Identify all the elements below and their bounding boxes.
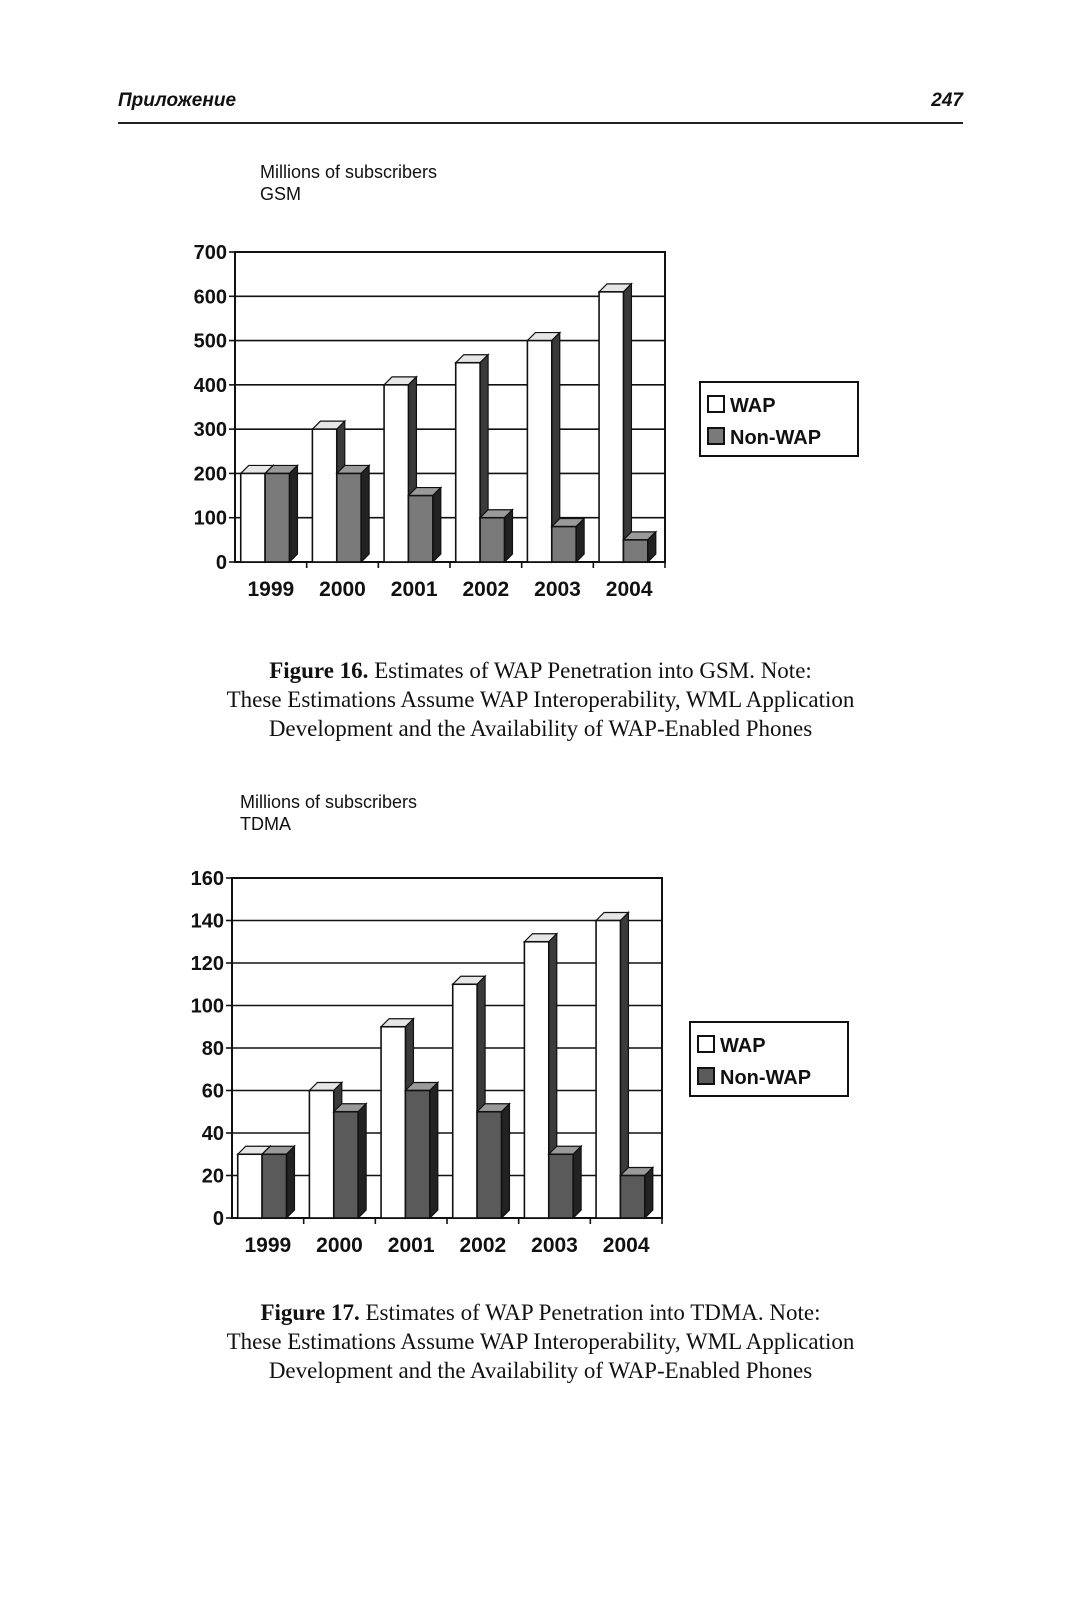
category-label: 2004 — [602, 1234, 650, 1257]
bar-non-wap — [262, 1154, 286, 1218]
chart-svg — [170, 790, 890, 1270]
chart-title-line: TDMA — [240, 814, 291, 834]
section-title: Приложение — [118, 90, 237, 111]
category-label: 2001 — [390, 578, 438, 601]
y-tick-label: 400 — [193, 374, 227, 397]
bar-side — [361, 465, 369, 562]
bar-side — [289, 465, 297, 562]
y-tick-label: 300 — [193, 419, 227, 442]
y-tick-label: 20 — [201, 1165, 224, 1188]
bar-side — [501, 1104, 509, 1218]
caption-line-1 — [118, 656, 963, 685]
figure-17-caption — [118, 1298, 963, 1385]
legend-swatch — [698, 1068, 714, 1084]
y-tick-label: 200 — [193, 463, 227, 486]
bar-non-wap — [549, 1154, 573, 1218]
bar-non-wap — [552, 527, 576, 562]
chart-title-line: GSM — [260, 184, 302, 204]
bar-non-wap — [265, 473, 289, 562]
running-header — [118, 88, 963, 124]
bar-wap — [241, 473, 265, 562]
legend — [700, 382, 858, 456]
legend-label: Non-WAP — [730, 427, 822, 449]
y-tick-label: 140 — [190, 910, 224, 933]
bar-wap — [309, 1091, 333, 1219]
caption-text: Estimates of WAP Penetration into TDMA. Note: — [365, 1300, 821, 1325]
bar-wap — [524, 942, 548, 1218]
caption-line-3: Development and the Availability of WAP-Enabled Phones — [268, 1358, 813, 1383]
legend — [690, 1022, 848, 1096]
y-tick-label: 700 — [193, 242, 227, 264]
bar-wap — [527, 341, 551, 562]
bar-wap — [453, 984, 477, 1218]
y-tick-label: 600 — [193, 286, 227, 309]
category-label: 2003 — [531, 1234, 578, 1257]
tdma-chart — [170, 790, 890, 1270]
bar-non-wap — [408, 496, 432, 562]
bar-non-wap — [334, 1112, 358, 1218]
bar-side — [623, 284, 631, 562]
y-tick-label: 160 — [190, 868, 224, 890]
y-tick-label: 40 — [201, 1123, 224, 1145]
bar-non-wap — [405, 1091, 429, 1219]
bar-wap — [381, 1027, 405, 1218]
legend-label: WAP — [730, 395, 776, 417]
chart-title-line: Millions of subscribers — [240, 792, 418, 812]
bar-side — [358, 1104, 366, 1218]
caption-label: Figure 17. — [260, 1300, 360, 1325]
figure-16-caption — [118, 656, 963, 743]
category-label: 2002 — [459, 1234, 507, 1257]
bar-wap — [596, 921, 620, 1219]
y-tick-label: 0 — [212, 1208, 224, 1230]
category-label: 1999 — [244, 1234, 292, 1257]
category-label: 2000 — [319, 578, 366, 601]
bar-non-wap — [477, 1112, 501, 1218]
legend-swatch — [708, 396, 724, 412]
chart-svg — [170, 160, 890, 620]
legend-swatch — [698, 1036, 714, 1052]
bar-non-wap — [623, 540, 647, 562]
bar-non-wap — [480, 518, 504, 562]
caption-line-1 — [118, 1298, 963, 1327]
bar-wap — [238, 1154, 262, 1218]
category-label: 2003 — [534, 578, 581, 601]
bar-non-wap — [337, 473, 361, 562]
bar-side — [645, 1168, 653, 1219]
page-number: 247 — [931, 90, 963, 111]
y-tick-label: 0 — [215, 552, 227, 574]
category-label: 2001 — [387, 1234, 435, 1257]
category-label: 2004 — [605, 578, 653, 601]
y-tick-label: 100 — [193, 507, 227, 530]
caption-line-2: These Estimations Assume WAP Interoperability, WML Application — [226, 687, 855, 712]
bar-wap — [456, 363, 480, 562]
legend-swatch — [708, 428, 724, 444]
caption-line-2: These Estimations Assume WAP Interoperability, WML Application — [226, 1329, 855, 1354]
legend-label: Non-WAP — [720, 1067, 812, 1089]
bar-side — [430, 1083, 438, 1219]
bar-wap — [312, 429, 336, 562]
y-tick-label: 80 — [201, 1038, 224, 1060]
bar-side — [504, 510, 512, 562]
caption-label: Figure 16. — [269, 658, 369, 683]
legend-label: WAP — [720, 1035, 766, 1057]
gsm-chart — [170, 160, 890, 620]
bar-wap — [599, 292, 623, 562]
y-tick-label: 60 — [201, 1080, 224, 1103]
category-label: 2002 — [462, 578, 510, 601]
y-tick-label: 500 — [193, 330, 227, 353]
category-label: 2000 — [316, 1234, 363, 1257]
bar-side — [576, 519, 584, 562]
caption-line-3: Development and the Availability of WAP-Enabled Phones — [268, 716, 813, 741]
y-tick-label: 120 — [190, 953, 224, 975]
category-label: 1999 — [247, 578, 295, 601]
bar-side — [286, 1146, 294, 1218]
bar-side — [433, 488, 441, 562]
y-tick-label: 100 — [190, 995, 224, 1018]
bar-non-wap — [620, 1176, 644, 1219]
bar-wap — [384, 385, 408, 562]
bar-side — [573, 1146, 581, 1218]
caption-text: Estimates of WAP Penetration into GSM. Note: — [374, 658, 812, 683]
chart-title-line: Millions of subscribers — [260, 162, 438, 182]
